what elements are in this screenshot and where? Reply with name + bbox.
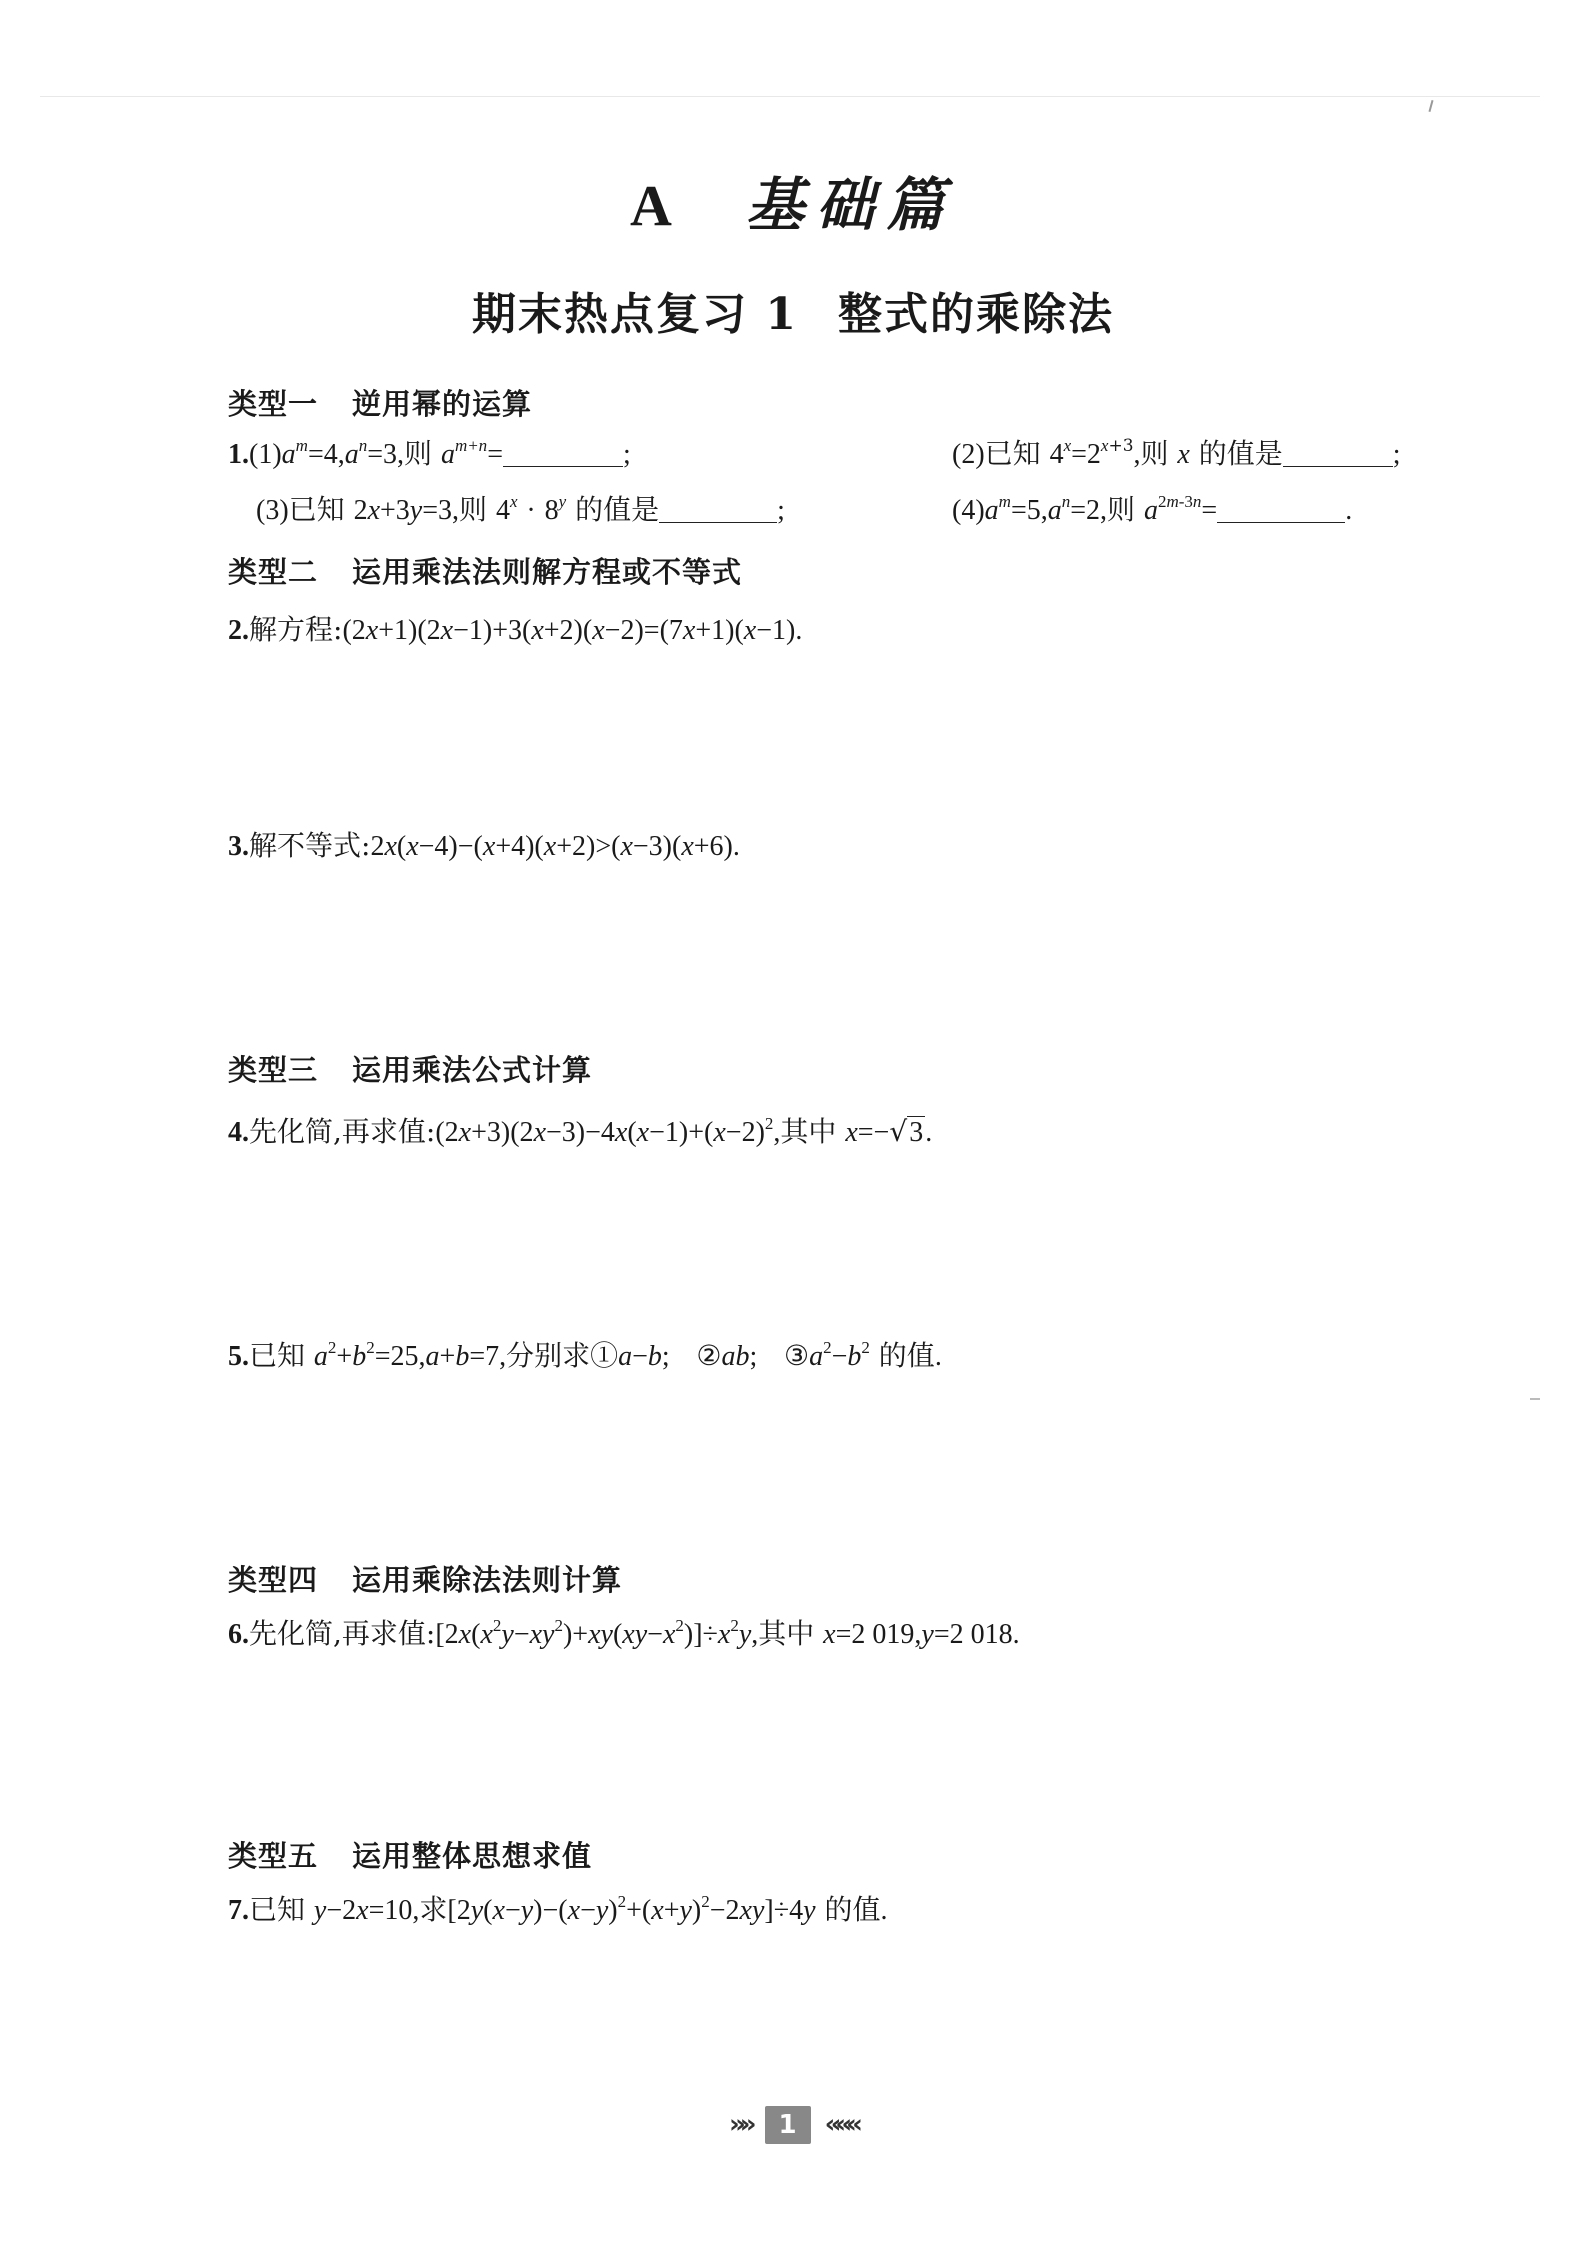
problem-number: 4. (228, 1117, 249, 1148)
section-title: 运用乘法公式计算 (352, 1053, 593, 1087)
scan-mark (1530, 1398, 1540, 1400)
section-title: 运用乘除法法则计算 (352, 1563, 623, 1597)
problem-number: 7. (228, 1895, 249, 1926)
section-label: 类型二 (228, 555, 319, 589)
part-name: 基础篇 (745, 171, 956, 239)
part-title (0, 158, 1586, 242)
problem-7: 7.已知 y−2x=10,求$[2y(x-y)-(x-y)^2+(x+y)^2-2xy]\div 4y$ 的值. (228, 1892, 888, 1926)
section-heading-5 (228, 1834, 592, 1875)
right-arrows-icon: ««« (824, 2109, 857, 2140)
page-footer (0, 2106, 1586, 2144)
problem-1-line-2: (2)已知 $4^x=2^{x+3}$,则 x 的值是 ; (952, 436, 1401, 470)
section-title: 运用整体思想求值 (352, 1839, 593, 1873)
problem-number: 1. (228, 439, 249, 470)
problem-6: 6.先化简,再求值$:[2x(x^2y-xy^2)+xy(xy-x^2)]\div x^2y$,其中 x=2 019,y=2 018. (228, 1616, 1020, 1650)
problem-number: 3. (228, 831, 249, 862)
section-label: 类型五 (228, 1839, 319, 1873)
chapter-title (0, 278, 1586, 342)
section-label: 类型四 (228, 1563, 319, 1597)
problem-lead: 解方程: (249, 613, 343, 646)
chapter-name: 整式的乘除法 (837, 289, 1114, 340)
problem-lead: 已知 (249, 1893, 306, 1926)
problem-lead: 先化简,再求值: (249, 1617, 436, 1650)
pencil-mark (1428, 100, 1433, 112)
part-letter: A (630, 173, 676, 238)
section-heading-2 (228, 550, 742, 591)
top-rule (40, 96, 1540, 97)
left-arrows-icon: »» (729, 2109, 751, 2140)
problem-lead: 已知 (249, 1339, 306, 1372)
page-number: 1 (765, 2106, 811, 2144)
problem-number: 5. (228, 1341, 249, 1372)
problem-1-line-3: (3)已知 2x+3y=3,则 4$^x$ · 8$^y$ 的值是 ; (256, 492, 785, 526)
answer-blank[interactable] (503, 436, 623, 467)
problem-3: 3.解不等式:2x(x−4)−(x+4)(x+2)>(x−3)(x+6). (228, 829, 740, 862)
problem-1-line-4: $(4)a^m=5,a^n=2$,则 $a^{2m-3n}=$ . (952, 492, 1353, 526)
section-heading-3 (228, 1048, 592, 1089)
section-heading-1 (228, 382, 532, 423)
problem-lead: 解不等式: (249, 829, 371, 862)
answer-blank[interactable] (1283, 436, 1393, 467)
answer-blank[interactable] (659, 492, 777, 523)
problem-number: 2. (228, 615, 249, 646)
problem-lead: 先化简,再求值: (249, 1115, 436, 1148)
section-heading-4 (228, 1558, 622, 1599)
section-label: 类型一 (228, 387, 319, 421)
problem-1-line-1: $1.(1)a^m=4,a^n=3$,则 $a^{m+n}=$ ; (228, 436, 631, 470)
problem-4: 4.先化简,再求值$:(2x+3)(2x-3)-4x(x-1)+(x-2)^2$,其中 x=−√3. (228, 1114, 933, 1148)
section-title: 逆用幂的运算 (352, 387, 533, 421)
section-label: 类型三 (228, 1053, 319, 1087)
problem-number: 6. (228, 1619, 249, 1650)
answer-blank[interactable] (1217, 492, 1345, 523)
problem-2: 2.解方程:(2x+1)(2x−1)+3(x+2)(x−2)=(7x+1)(x−1). (228, 613, 803, 646)
section-title: 运用乘法法则解方程或不等式 (352, 555, 743, 589)
problem-5: 5.已知 $a^2+b^2=25,a+b=7$,分别求①a−b; ②ab; $③a^2-b^2$ 的值. (228, 1338, 942, 1372)
chapter-label: 期末热点复习 1 (472, 289, 798, 340)
